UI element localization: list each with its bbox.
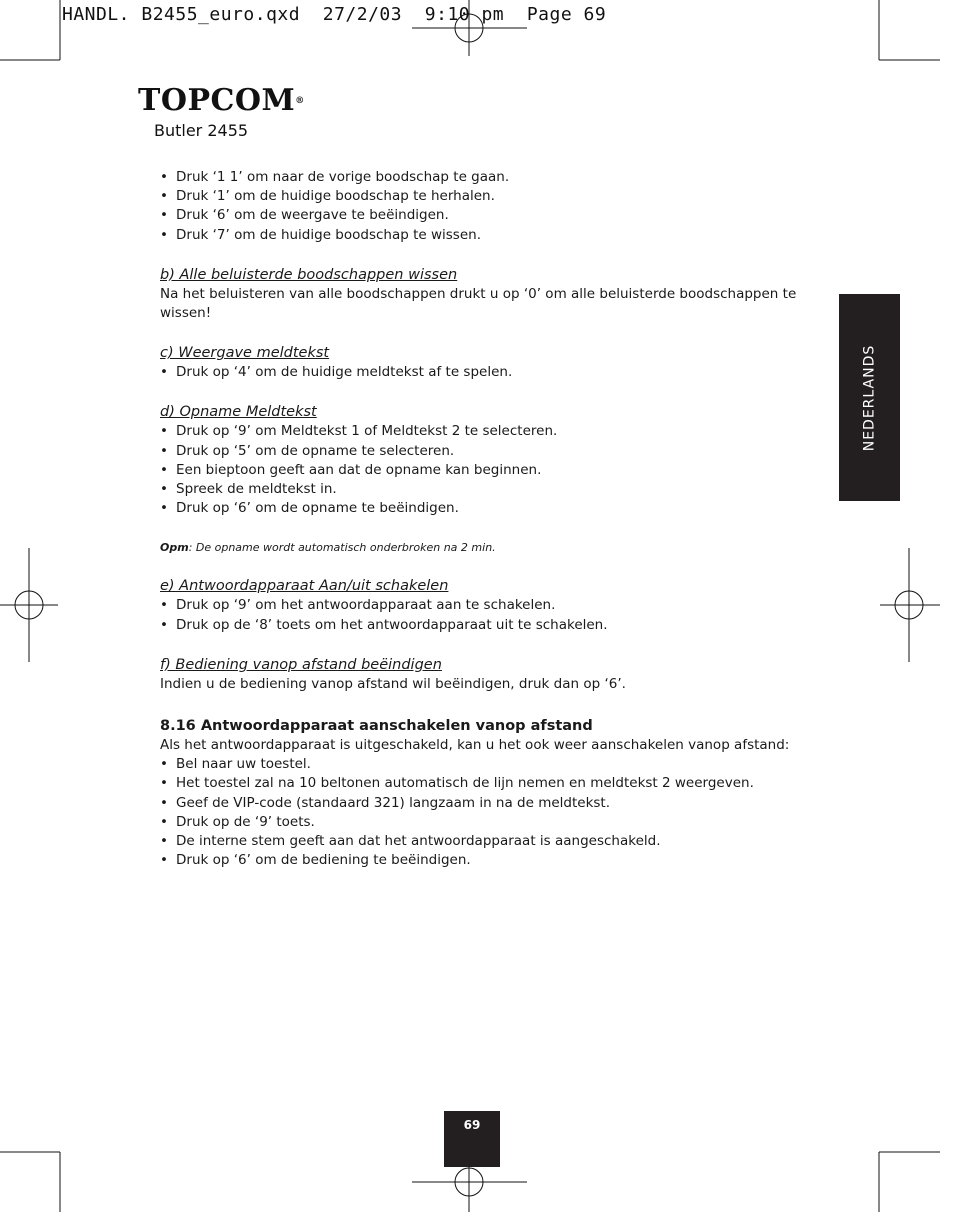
section-f-text: Indien u de bediening vanop afstand wil beëindigen, druk dan op ‘6’. [160, 675, 626, 692]
list-item: • Druk ‘6’ om de weergave te beëindigen. [160, 206, 800, 225]
registered-mark: ® [295, 96, 305, 106]
section-c-heading: c) Weergave meldtekst [160, 345, 330, 362]
list-item: • Druk op ‘9’ om Meldtekst 1 of Meldtekst 2 te selecteren. [160, 422, 800, 441]
list-item: • Druk op ‘5’ om de opname te selecteren. [160, 442, 800, 461]
section-816-heading: 8.16 Antwoordapparaat aanschakelen vanop afstand [160, 718, 593, 735]
list-item: • Het toestel zal na 10 beltonen automatisch de lijn nemen en meldtekst 2 weergeven. [160, 774, 800, 793]
list-item: • Geef de VIP-code (standaard 321) langzaam in na de meldtekst. [160, 794, 800, 813]
section-d-list [160, 422, 800, 518]
section-f-heading: f) Bediening vanop afstand beëindigen [160, 656, 442, 673]
note-line [160, 540, 800, 556]
list-item: • Druk ‘7’ om de huidige boodschap te wissen. [160, 226, 800, 245]
logo-wordmark: TOPCOM [138, 83, 296, 118]
note-text: : De opname wordt automatisch onderbroken na 2 min. [188, 541, 496, 555]
list-item: • Druk op ‘4’ om de huidige meldtekst af te spelen. [160, 363, 800, 382]
section-e-heading: e) Antwoordapparaat Aan/uit schakelen [160, 578, 449, 595]
intro-bullet-list [160, 168, 800, 245]
section-b-heading: b) Alle beluisterde boodschappen wissen [160, 266, 458, 283]
section-d-heading: d) Opname Meldtekst [160, 404, 317, 421]
section-c-list [160, 363, 800, 382]
section-b-text: Na het beluisteren van alle boodschappen drukt u op ‘0’ om alle beluisterde boodschappen te wissen! [160, 285, 797, 322]
list-item: • Druk op ‘6’ om de opname te beëindigen. [160, 499, 800, 518]
list-item: • Druk ‘1 1’ om naar de vorige boodschap te gaan. [160, 168, 800, 187]
list-item: • Druk op ‘6’ om de bediening te beëindigen. [160, 851, 800, 870]
topcom-logo [138, 83, 305, 118]
product-name: Butler 2455 [154, 121, 249, 140]
list-item: • Druk op de ‘9’ toets. [160, 813, 800, 832]
language-label: NEDERLANDS [861, 344, 878, 451]
list-item: • Druk ‘1’ om de huidige boodschap te herhalen. [160, 187, 800, 206]
language-side-tab [839, 294, 900, 501]
print-slug-line: HANDL. B2455_euro.qxd 27/2/03 9:10 pm Page 69 [62, 4, 607, 25]
list-item: • Druk op ‘9’ om het antwoordapparaat aan te schakelen. [160, 596, 800, 615]
section-816-list [160, 755, 800, 870]
section-e-list [160, 596, 800, 634]
list-item: • Bel naar uw toestel. [160, 755, 800, 774]
list-item: • Een bieptoon geeft aan dat de opname kan beginnen. [160, 461, 800, 480]
list-item: • Druk op de ‘8’ toets om het antwoordapparaat uit te schakelen. [160, 616, 800, 635]
page-number: 69 [463, 1118, 481, 1132]
manual-content [160, 168, 800, 870]
section-816-text: Als het antwoordapparaat is uitgeschakeld, kan u het ook weer aanschakelen vanop afstand: [160, 737, 790, 754]
note-label: Opm [160, 541, 189, 555]
list-item: • Spreek de meldtekst in. [160, 480, 800, 499]
list-item: • De interne stem geeft aan dat het antwoordapparaat is aangeschakeld. [160, 832, 800, 851]
page-number-box [444, 1111, 500, 1167]
